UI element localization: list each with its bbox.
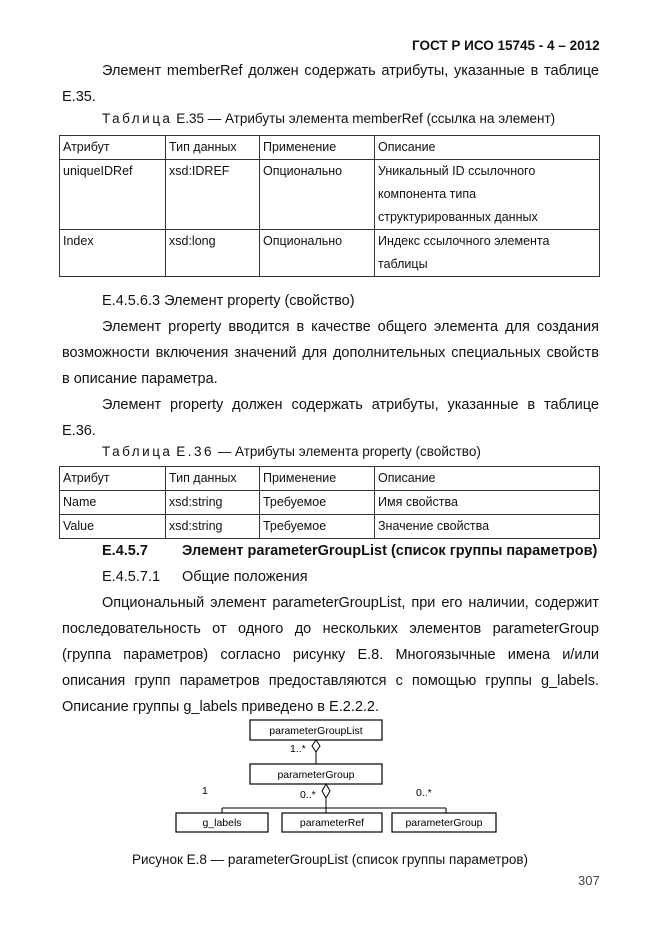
description-line: структурированных данных	[378, 210, 538, 224]
box-label: parameterGroup	[277, 769, 355, 781]
box-label: parameterGroup	[405, 817, 483, 829]
table-header-row	[60, 467, 600, 491]
cell-usage: Требуемое	[260, 515, 375, 539]
box-parameter-group-child	[392, 813, 496, 832]
paragraph-line: описания групп параметров предоставляются с помощью группы g_labels.	[62, 673, 599, 689]
aggregation-diamond-icon	[312, 740, 320, 752]
description-line: Индекс ссылочного элемента	[378, 234, 550, 248]
header-cell: Атрибут	[60, 467, 166, 491]
uml-diagram	[150, 712, 510, 842]
table-row	[60, 160, 600, 230]
description-line: таблицы	[378, 257, 428, 271]
header-cell: Тип данных	[166, 136, 260, 160]
figure-caption: Рисунок E.8 — parameterGroupList (список группы параметров)	[132, 852, 529, 867]
paragraph-line: в описание параметра.	[62, 371, 218, 387]
header-cell: Тип данных	[166, 467, 260, 491]
paragraph-line: Элемент property вводится в качестве общего элемента для создания	[102, 319, 599, 335]
box-label: g_labels	[202, 817, 242, 829]
paragraph-line: Опциональный элемент parameterGroupList, при его наличии, содержит	[102, 595, 599, 611]
multiplicity-label: 1	[202, 785, 208, 797]
cell-type: xsd:long	[166, 230, 260, 277]
header-cell: Описание	[375, 136, 600, 160]
description-line: Уникальный ID ссылочного	[378, 164, 536, 178]
cell-usage: Требуемое	[260, 491, 375, 515]
box-label: parameterGroupList	[269, 725, 363, 737]
header-cell: Атрибут	[60, 136, 166, 160]
cell-usage: Опционально	[260, 230, 375, 277]
aggregation-diamond-icon	[322, 784, 330, 798]
paragraph-line: (группа параметров) согласно рисунку E.8. Многоязычные имена и/или	[62, 647, 599, 663]
cell-usage: Опционально	[260, 160, 375, 230]
cell-description	[375, 160, 600, 230]
cell-type: xsd:string	[166, 491, 260, 515]
cell-description: Имя свойства	[375, 491, 600, 515]
multiplicity-label: 0..*	[416, 787, 432, 799]
document-header: ГОСТ Р ИСО 15745 - 4 – 2012	[412, 38, 600, 53]
cell-attribute: Name	[60, 491, 166, 515]
table-row	[60, 515, 600, 539]
cell-attribute: Index	[60, 230, 166, 277]
paragraph-line: E.36.	[62, 423, 96, 439]
cell-type: xsd:string	[166, 515, 260, 539]
table-caption	[102, 111, 555, 126]
cell-attribute: Value	[60, 515, 166, 539]
multiplicity-label: 0..*	[300, 789, 316, 801]
paragraph-line: последовательность от одного до нескольких элементов parameterGroup	[62, 621, 599, 637]
cell-description	[375, 230, 600, 277]
box-parameter-group-list	[250, 720, 382, 740]
header-cell: Описание	[375, 467, 600, 491]
table-caption	[102, 444, 481, 459]
table-row	[60, 230, 600, 277]
paragraph-line: Элемент memberRef должен содержать атрибуты, указанные в таблице	[102, 63, 599, 79]
table-caption-text: E.35 — Атрибуты элемента memberRef (ссылка на элемент)	[176, 111, 556, 126]
paragraph-line: Элемент property должен содержать атрибуты, указанные в таблице	[102, 397, 599, 413]
page-number: 307	[578, 873, 600, 888]
box-parameter-ref	[282, 813, 382, 832]
header-cell: Применение	[260, 136, 375, 160]
cell-description: Значение свойства	[375, 515, 600, 539]
header-cell: Применение	[260, 467, 375, 491]
table-header-row	[60, 136, 600, 160]
cell-attribute: uniqueIDRef	[60, 160, 166, 230]
paragraph-line: E.35.	[62, 89, 96, 105]
multiplicity-label: 1..*	[290, 743, 306, 755]
section-heading: E.4.5.6.3 Элемент property (свойство)	[102, 293, 355, 309]
table-caption-number: E.36	[176, 444, 214, 459]
table-caption-label: Таблица	[102, 444, 173, 459]
paragraph-line: возможности включения значений для дополнительных специальных свойств	[62, 345, 599, 361]
box-g-labels	[176, 813, 268, 832]
cell-type: xsd:IDREF	[166, 160, 260, 230]
section-number: E.4.5.7.1	[102, 569, 161, 585]
table-e35	[59, 135, 600, 277]
section-heading: Общие положения	[182, 569, 308, 585]
table-row	[60, 491, 600, 515]
section-heading: Элемент parameterGroupList (список группы параметров)	[182, 543, 598, 559]
table-caption-text: — Атрибуты элемента property (свойство)	[217, 444, 481, 459]
table-caption-label: Таблица	[102, 111, 173, 126]
description-line: компонента типа	[378, 187, 477, 201]
box-parameter-group	[250, 764, 382, 784]
table-e36	[59, 466, 600, 539]
paragraph-line: Описание группы g_labels приведено в E.2.2.2.	[62, 699, 380, 715]
box-label: parameterRef	[299, 817, 365, 829]
section-number: E.4.5.7	[102, 543, 148, 559]
